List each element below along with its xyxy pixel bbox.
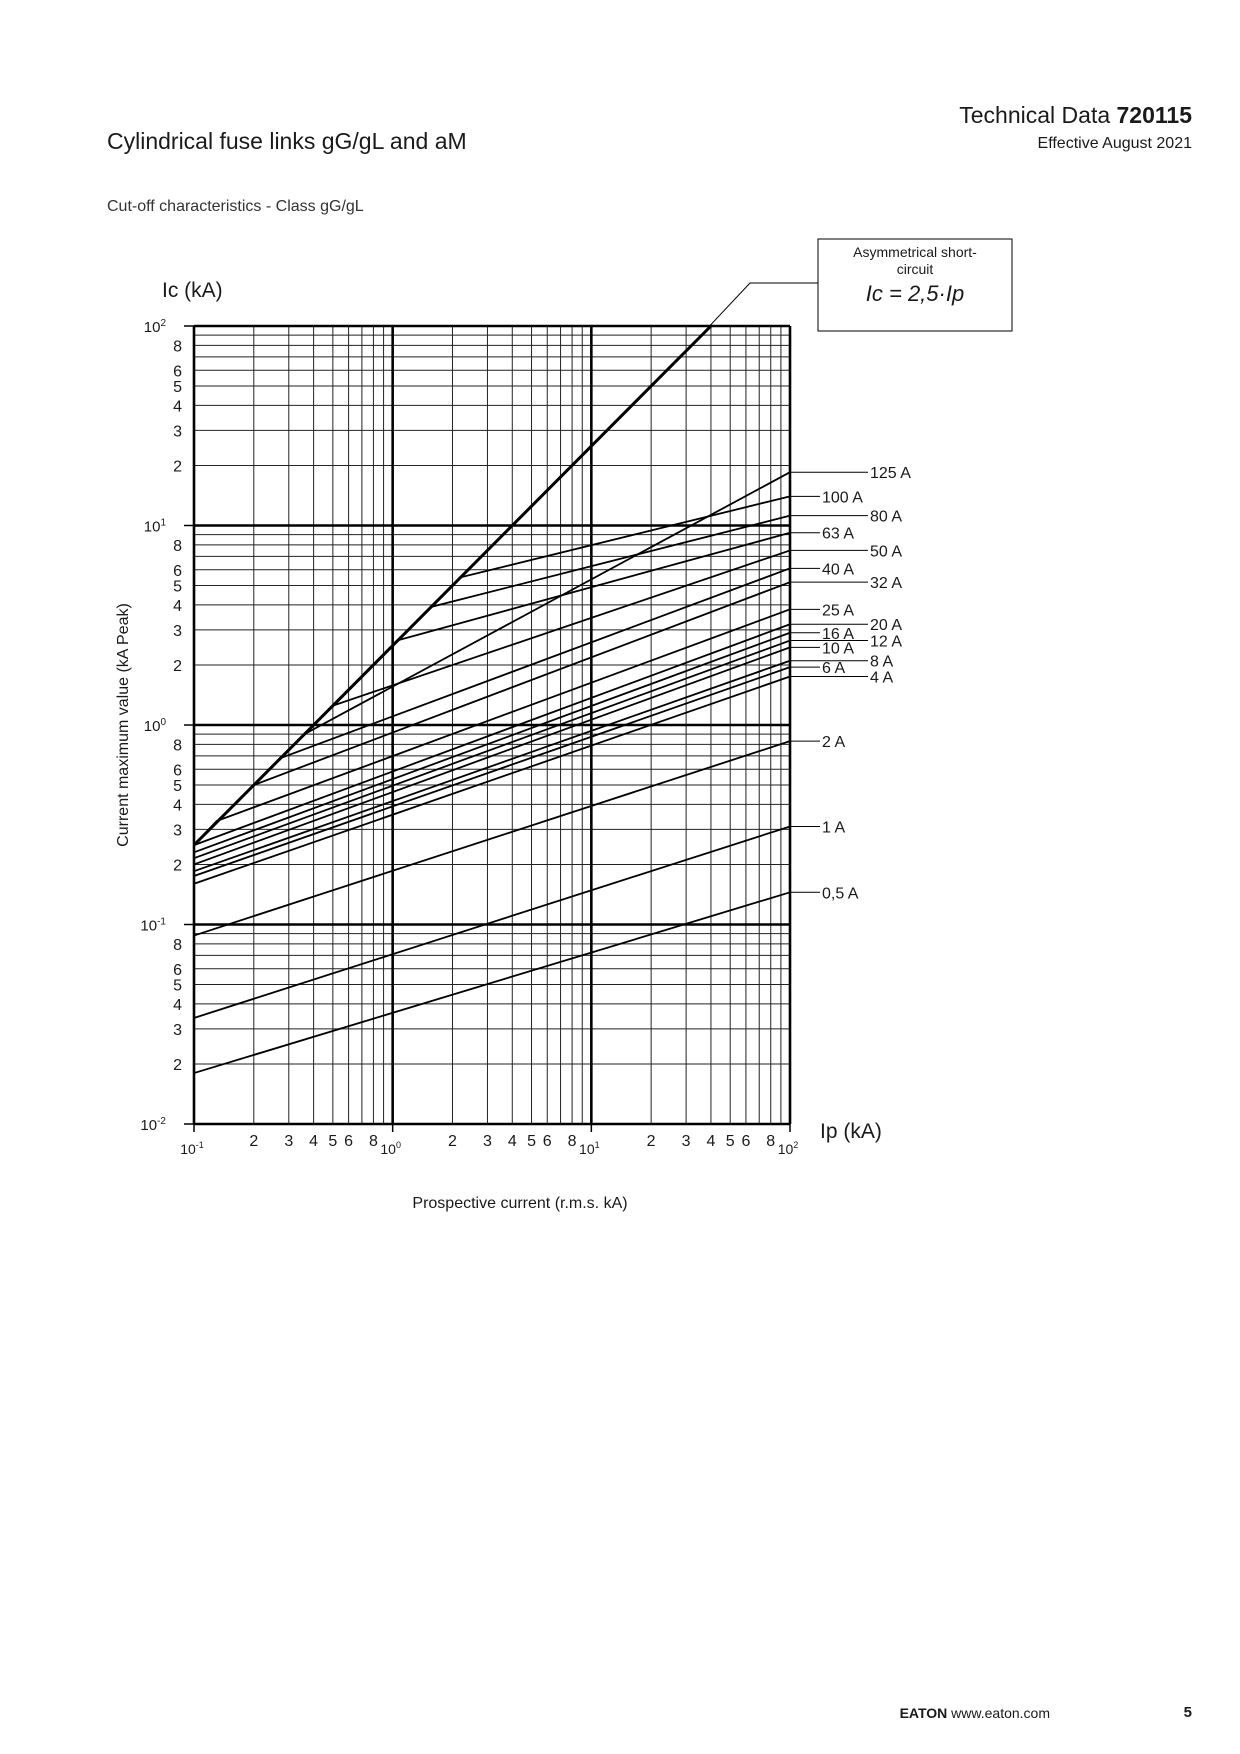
y-tick-label: 6 [173, 762, 182, 780]
series-line [194, 826, 790, 1017]
y-tick-label: 5 [173, 778, 182, 796]
x-tick-label: 2 [646, 1133, 656, 1150]
y-tick-label: 4 [173, 797, 182, 815]
series-line [194, 472, 790, 845]
footer-brand-name: EATON [899, 1705, 948, 1721]
y-tick-label: 2 [173, 1056, 182, 1074]
y-tick-label: 4 [173, 996, 182, 1014]
y-tick-label: 2 [173, 657, 182, 675]
x-major-tick-label: $10^0$ [380, 1140, 401, 1157]
x-tick-label: 5 [527, 1133, 536, 1150]
y-major-tick-label: $10^2$ [143, 318, 166, 336]
y-tick-label: 5 [173, 578, 182, 596]
footer-url[interactable]: www.eaton.com [951, 1705, 1050, 1721]
series-label: 16 A [822, 625, 855, 643]
x-axis-unit: Ip (kA) [820, 1120, 882, 1143]
y-tick-label: 3 [173, 622, 182, 640]
x-tick-label: 3 [284, 1133, 294, 1150]
series-label: 2 A [822, 734, 846, 752]
x-tick-label: 4 [706, 1133, 716, 1150]
y-tick-label: 5 [173, 379, 182, 397]
y-tick-label: 6 [173, 363, 182, 381]
y-axis-title: Current maximum value (kA Peak) [115, 603, 132, 847]
series-label: 125 A [870, 465, 911, 483]
page-title: Cylindrical fuse links gG/gL and aM [107, 128, 467, 154]
x-tick-label: 3 [681, 1133, 691, 1150]
series-label: Technical Data [959, 102, 1111, 128]
series-label: 12 A [870, 633, 903, 651]
y-tick-label: 3 [173, 1021, 182, 1039]
x-tick-label: 4 [309, 1133, 319, 1150]
series-line [194, 741, 790, 935]
series-label: 100 A [822, 489, 863, 507]
x-tick-label: 5 [725, 1133, 735, 1150]
y-tick-label: 8 [173, 537, 182, 555]
x-tick-label: 2 [448, 1133, 457, 1150]
series-label: 1 A [822, 819, 846, 837]
y-tick-label: 6 [173, 562, 182, 580]
series-label: 6 A [822, 660, 846, 678]
series-line [194, 496, 790, 845]
x-major-tick-label: $10^2$ [777, 1140, 799, 1157]
annotation-leader [686, 283, 818, 351]
x-tick-label: 3 [483, 1133, 492, 1150]
x-axis-title: Prospective current (r.m.s. kA) [412, 1195, 628, 1212]
y-tick-label: 8 [173, 737, 182, 755]
series-line [194, 641, 790, 859]
effective-date: Effective August 2021 [1037, 135, 1192, 152]
x-tick-label: 6 [344, 1133, 354, 1150]
y-tick-label: 8 [173, 936, 182, 954]
series-label: 32 A [870, 575, 903, 593]
series-line [194, 892, 790, 1073]
x-tick-label: 4 [507, 1133, 517, 1150]
footer-brand [900, 1705, 1050, 1721]
series-line [194, 633, 790, 853]
series-label: 40 A [822, 561, 855, 579]
series-label: 50 A [870, 543, 903, 561]
x-major-tick-label: $10^{-1}$ [180, 1140, 204, 1157]
series-line [194, 624, 790, 845]
y-major-tick-label: $10^{-2}$ [140, 1116, 166, 1134]
chart-subtitle: Cut-off characteristics - Class gG/gL [107, 198, 364, 215]
annotation-text: circuit [896, 261, 934, 277]
x-tick-label: 2 [249, 1133, 259, 1150]
y-tick-label: 8 [173, 338, 182, 356]
x-tick-label: 8 [766, 1133, 776, 1150]
series-line [194, 667, 790, 876]
series-label: 63 A [822, 525, 855, 543]
series-label: 8 A [870, 653, 894, 671]
y-tick-label: 3 [173, 423, 182, 441]
y-axis-unit: Ic (kA) [162, 279, 223, 302]
y-major-tick-label: $10^{-1}$ [140, 916, 166, 935]
series-number: 720115 [1116, 102, 1192, 128]
annotation-text: Asymmetrical short- [853, 244, 977, 260]
annotation-formula: Ic = 2,5·Ip [865, 281, 965, 306]
series-line [194, 661, 790, 871]
page-number: 5 [1183, 1704, 1192, 1721]
series-label: 10 A [822, 640, 855, 658]
y-tick-label: 3 [173, 822, 182, 840]
series-line [194, 582, 790, 845]
x-major-tick-label: $10^1$ [579, 1140, 600, 1157]
series-label: 0,5 A [822, 885, 859, 903]
series-line [194, 533, 790, 845]
series-label: 20 A [870, 617, 903, 635]
y-tick-label: 5 [173, 977, 182, 995]
x-tick-label: 6 [542, 1133, 552, 1150]
series-label: 80 A [870, 508, 903, 526]
y-tick-label: 4 [173, 597, 182, 615]
y-tick-label: 6 [173, 961, 182, 979]
x-tick-label: 8 [368, 1133, 378, 1150]
y-major-tick-label: $10^1$ [143, 517, 166, 536]
series-label: 25 A [822, 602, 855, 620]
series-label: 4 A [870, 669, 894, 687]
y-tick-label: 4 [173, 398, 182, 416]
series-line [194, 609, 790, 845]
y-major-tick-label: $10^0$ [143, 717, 166, 735]
y-tick-label: 2 [173, 458, 182, 476]
x-tick-label: 5 [328, 1133, 338, 1150]
x-tick-label: 8 [567, 1133, 577, 1150]
x-tick-label: 6 [741, 1133, 751, 1150]
series-line [194, 677, 790, 884]
y-tick-label: 2 [173, 857, 182, 875]
